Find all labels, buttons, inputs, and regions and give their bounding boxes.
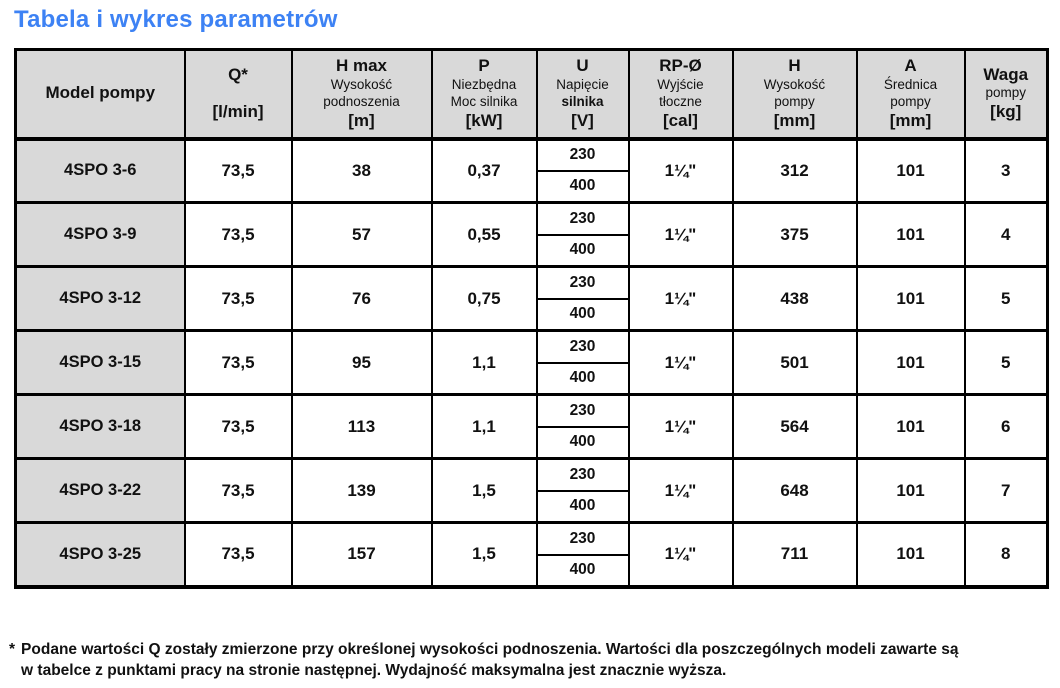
cell-p: 0,37 xyxy=(432,139,537,203)
header-symbol: Q* xyxy=(228,64,248,84)
footnote-marker: * xyxy=(9,641,16,658)
page-title: Tabela i wykres parametrów xyxy=(14,6,338,33)
cell-a: 101 xyxy=(857,139,965,203)
cell-waga: 5 xyxy=(965,331,1048,395)
cell-u-400: 400 xyxy=(537,171,629,203)
cell-hmax: 57 xyxy=(292,203,432,267)
cell-hmax: 95 xyxy=(292,331,432,395)
cell-q: 73,5 xyxy=(185,203,292,267)
cell-a: 101 xyxy=(857,331,965,395)
cell-u-230: 230 xyxy=(537,139,629,171)
cell-waga: 3 xyxy=(965,139,1048,203)
cell-u-230: 230 xyxy=(537,395,629,427)
cell-q: 73,5 xyxy=(185,459,292,523)
footnote-line-1: Podane wartości Q zostały zmierzone przy określonej wysokości podnoszenia. Wartości dla poszczególnych modeli zawarte są xyxy=(21,641,959,658)
cell-a: 101 xyxy=(857,267,965,331)
header-symbol: Waga xyxy=(983,64,1029,84)
header-subtitle: podnoszenia xyxy=(323,93,400,109)
table-row xyxy=(16,395,1048,427)
header-unit: [mm] xyxy=(889,110,932,130)
cell-u-230: 230 xyxy=(537,203,629,235)
header-subtitle: Niezbędna xyxy=(451,76,517,92)
header-subtitle: Napięcie xyxy=(556,76,609,92)
cell-model: 4SPO 3-9 xyxy=(16,203,185,267)
column-header-p xyxy=(432,50,537,139)
table-row xyxy=(16,267,1048,299)
cell-rp: 1¼" xyxy=(629,267,733,331)
footnote-text xyxy=(21,639,958,682)
cell-hmax: 139 xyxy=(292,459,432,523)
header-subtitle: pompy xyxy=(985,85,1027,101)
cell-hmax: 76 xyxy=(292,267,432,331)
table-row xyxy=(16,331,1048,363)
cell-h: 312 xyxy=(733,139,857,203)
header-subtitle: silnika xyxy=(561,93,604,109)
cell-u-230: 230 xyxy=(537,331,629,363)
header-unit: [V] xyxy=(571,110,594,130)
footnote xyxy=(9,639,1053,682)
cell-hmax: 157 xyxy=(292,523,432,587)
cell-a: 101 xyxy=(857,203,965,267)
cell-a: 101 xyxy=(857,523,965,587)
cell-rp: 1¼" xyxy=(629,139,733,203)
cell-p: 1,1 xyxy=(432,395,537,459)
column-header-waga xyxy=(965,50,1048,139)
cell-p: 0,55 xyxy=(432,203,537,267)
header-symbol: H xyxy=(788,56,801,76)
header-subtitle: tłoczne xyxy=(659,93,702,109)
header-unit: [kg] xyxy=(990,102,1022,122)
cell-waga: 4 xyxy=(965,203,1048,267)
header-symbol: RP-Ø xyxy=(659,56,702,76)
header-subtitle: Moc silnika xyxy=(450,93,518,109)
cell-model: 4SPO 3-15 xyxy=(16,331,185,395)
cell-model: 4SPO 3-6 xyxy=(16,139,185,203)
header-subtitle xyxy=(186,85,291,102)
cell-model: 4SPO 3-22 xyxy=(16,459,185,523)
cell-h: 648 xyxy=(733,459,857,523)
cell-rp: 1¼" xyxy=(629,203,733,267)
header-symbol: A xyxy=(904,56,917,76)
cell-waga: 6 xyxy=(965,395,1048,459)
parameters-table xyxy=(14,48,1049,589)
cell-p: 1,5 xyxy=(432,523,537,587)
cell-p: 0,75 xyxy=(432,267,537,331)
column-header-model xyxy=(16,50,185,139)
cell-u-230: 230 xyxy=(537,267,629,299)
cell-hmax: 113 xyxy=(292,395,432,459)
column-header-rp xyxy=(629,50,733,139)
cell-h: 375 xyxy=(733,203,857,267)
cell-model: 4SPO 3-18 xyxy=(16,395,185,459)
cell-h: 711 xyxy=(733,523,857,587)
header-unit: [cal] xyxy=(663,110,698,130)
cell-u-400: 400 xyxy=(537,235,629,267)
header-unit: [m] xyxy=(348,110,375,130)
cell-u-400: 400 xyxy=(537,299,629,331)
cell-h: 438 xyxy=(733,267,857,331)
cell-q: 73,5 xyxy=(185,523,292,587)
cell-waga: 7 xyxy=(965,459,1048,523)
cell-model: 4SPO 3-25 xyxy=(16,523,185,587)
cell-h: 564 xyxy=(733,395,857,459)
header-symbol: Model pompy xyxy=(45,83,156,103)
cell-u-400: 400 xyxy=(537,427,629,459)
cell-model: 4SPO 3-12 xyxy=(16,267,185,331)
cell-q: 73,5 xyxy=(185,139,292,203)
cell-hmax: 38 xyxy=(292,139,432,203)
column-header-u xyxy=(537,50,629,139)
cell-waga: 5 xyxy=(965,267,1048,331)
cell-u-400: 400 xyxy=(537,491,629,523)
header-subtitle: Wyjście xyxy=(657,76,704,92)
cell-p: 1,5 xyxy=(432,459,537,523)
table-row xyxy=(16,203,1048,235)
cell-waga: 8 xyxy=(965,523,1048,587)
cell-rp: 1¼" xyxy=(629,395,733,459)
cell-u-400: 400 xyxy=(537,555,629,587)
cell-a: 101 xyxy=(857,395,965,459)
cell-q: 73,5 xyxy=(185,267,292,331)
header-symbol: H max xyxy=(335,56,388,76)
cell-rp: 1¼" xyxy=(629,459,733,523)
cell-q: 73,5 xyxy=(185,395,292,459)
header-unit: [kW] xyxy=(465,110,503,130)
footnote-line-2: w tabelce z punktami pracy na stronie następnej. Wydajność maksymalna jest znacznie wyższa. xyxy=(21,662,727,680)
header-subtitle: Wysokość xyxy=(330,76,393,92)
cell-h: 501 xyxy=(733,331,857,395)
column-header-h xyxy=(733,50,857,139)
table-row xyxy=(16,139,1048,171)
table-row xyxy=(16,523,1048,555)
header-subtitle: Wysokość xyxy=(763,76,826,92)
header-unit: [l/min] xyxy=(212,102,264,122)
header-unit: [mm] xyxy=(773,110,816,130)
header-symbol: P xyxy=(478,56,490,76)
header-subtitle: pompy xyxy=(890,93,931,109)
table-header-row xyxy=(16,50,1048,139)
column-header-hmax xyxy=(292,50,432,139)
cell-q: 73,5 xyxy=(185,331,292,395)
table-row xyxy=(16,459,1048,491)
cell-u-400: 400 xyxy=(537,363,629,395)
column-header-a xyxy=(857,50,965,139)
cell-p: 1,1 xyxy=(432,331,537,395)
table-body xyxy=(16,139,1048,587)
header-symbol: U xyxy=(576,56,589,76)
cell-u-230: 230 xyxy=(537,459,629,491)
cell-rp: 1¼" xyxy=(629,331,733,395)
header-subtitle: Średnica xyxy=(883,76,938,92)
column-header-q xyxy=(185,50,292,139)
header-subtitle: pompy xyxy=(774,93,815,109)
cell-a: 101 xyxy=(857,459,965,523)
cell-u-230: 230 xyxy=(537,523,629,555)
cell-rp: 1¼" xyxy=(629,523,733,587)
table-header xyxy=(16,50,1048,139)
